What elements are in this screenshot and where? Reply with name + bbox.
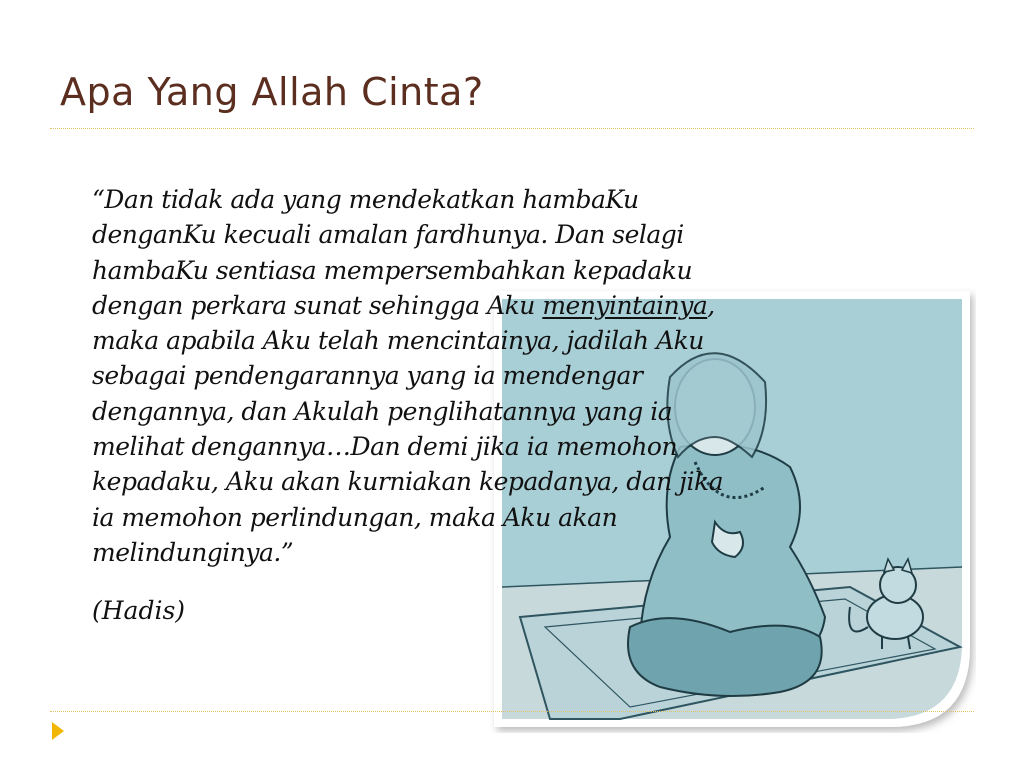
quote-line: melihat dengannya…Dan demi jika ia memohon [92,432,678,462]
quote-source: (Hadis) [92,596,186,625]
quote-line: sebagai pendengarannya yang ia mendengar [92,361,643,391]
hadith-quote [92,182,872,570]
quote-line-with-underline [92,288,872,323]
quote-line: maka apabila Aku telah mencintainya, jadilah Aku [92,326,704,356]
title-divider [50,128,974,129]
quote-line: “Dan tidak ada yang mendekatkan hambaKu [92,185,639,214]
quote-line: dengannya, dan Akulah penglihatannya yang ia [92,396,673,426]
triangle-bullet-icon [52,722,64,740]
underline-punctuation: , [707,290,715,320]
quote-line: kepadaku, Aku akan kurniakan kepadanya, dan jika [92,467,724,497]
footer-divider [50,711,974,712]
slide-title: Apa Yang Allah Cinta? [60,70,484,114]
quote-line: melindunginya.” [92,537,294,567]
quote-line-text: dengan perkara sunat sehingga Aku [92,290,543,320]
quote-line: denganKu kecuali amalan fardhunya. Dan selagi [92,220,684,250]
quote-line: hambaKu sentiasa mempersembahkan kepadaku [92,255,693,285]
quote-line: ia memohon perlindungan, maka Aku akan [92,502,618,532]
underlined-word: menyintainya [542,290,708,320]
